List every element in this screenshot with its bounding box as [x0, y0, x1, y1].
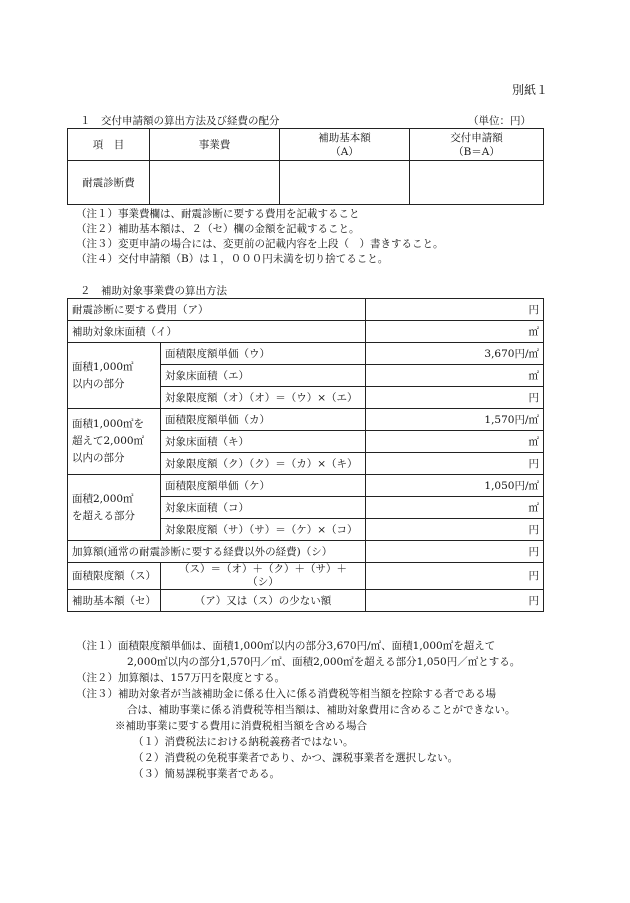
table-row	[68, 321, 544, 343]
base-amount-cell	[280, 161, 410, 205]
row-label: 対象限度額（サ）（サ）＝（ケ）×（コ）	[161, 519, 366, 541]
attachment-label: 別紙１	[512, 83, 549, 97]
section2-title: ２ 補助対象事業費の算出方法	[80, 285, 227, 297]
table-row	[68, 541, 544, 563]
row-label: 加算額(通常の耐震診断に要する経費以外の経費)（シ）	[68, 541, 366, 563]
table-row	[68, 409, 544, 431]
section2-notes	[76, 638, 556, 782]
row-label: 対象限度額（ク）（ク）＝（カ）×（キ）	[161, 453, 366, 475]
header-base-amount: 補助基本額 （A）	[280, 129, 410, 161]
header-item: 項 目	[68, 129, 150, 161]
row-formula: （ス）＝（オ）＋（ク）＋（サ）＋ （シ）	[161, 563, 366, 590]
row-label: 補助対象床面積（イ）	[68, 321, 366, 343]
row-label: 対象限度額（オ）（オ）＝（ウ）×（エ）	[161, 387, 366, 409]
row-value: 円	[366, 453, 544, 475]
section1-notes	[76, 207, 444, 267]
header-cost: 事業費	[150, 129, 280, 161]
row-value: 1,050円/㎡	[366, 475, 544, 497]
note-3-subhead: ※補助事業に要する費用に消費税相当額を含める場合	[115, 720, 367, 732]
group-label-1000: 面積1,000㎡ 以内の部分	[68, 343, 161, 409]
note-2: （注２）補助基本額は、２（セ）欄の金額を記載すること。	[76, 223, 360, 235]
note-3-item-3: （３）簡易課税事業者である。	[133, 768, 280, 780]
row-label: 対象床面積（コ）	[161, 497, 366, 519]
note-3-cont: 合は、補助事業に係る消費税等相当額は、補助対象費用に含めることができない。	[127, 704, 516, 716]
row-value: 1,570円/㎡	[366, 409, 544, 431]
header-apply-amount: 交付申請額 （B＝A）	[410, 129, 544, 161]
section1-title: １ 交付申請額の算出方法及び経費の配分	[80, 115, 280, 127]
row-label: 面積限度額（ス）	[68, 563, 161, 590]
table-row	[68, 299, 544, 321]
row-value: 円	[366, 563, 544, 590]
row-label: 補助基本額（セ）	[68, 590, 161, 612]
application-amount-table	[67, 128, 544, 205]
apply-amount-cell	[410, 161, 544, 205]
group-label-1000-2000: 面積1,000㎡を 超えて2,000㎡ 以内の部分	[68, 409, 161, 475]
row-label: 耐震診断費	[68, 161, 150, 205]
calculation-table	[67, 298, 544, 612]
table-row	[68, 590, 544, 612]
row-value: ㎡	[366, 365, 544, 387]
note-4: （注４）交付申請額（B）は１，０００円未満を切り捨てること。	[76, 253, 389, 265]
row-value: 円	[366, 299, 544, 321]
table-row	[68, 475, 544, 497]
table-row	[68, 343, 544, 365]
row-value: 円	[366, 387, 544, 409]
note-2: （注２）加算額は、157万円を限度とする。	[76, 672, 286, 684]
row-label: 面積限度額単価（ケ）	[161, 475, 366, 497]
note-1: （注１）面積限度額単価は、面積1,000㎡以内の部分3,670円/㎡、面積1,000㎡を超えて	[76, 640, 496, 652]
note-3: （注３）補助対象者が当該補助金に係る仕入に係る消費税等相当額を控除する者である場	[76, 688, 496, 700]
table-row	[68, 161, 544, 205]
row-label: 面積限度額単価（カ）	[161, 409, 366, 431]
row-value: 円	[366, 541, 544, 563]
header-row	[68, 129, 544, 161]
row-value: 3,670円/㎡	[366, 343, 544, 365]
note-1-cont: 2,000㎡以内の部分1,570円／㎡、面積2,000㎡を超える部分1,050円／㎡とする。	[127, 656, 521, 668]
cost-cell	[150, 161, 280, 205]
row-value: ㎡	[366, 431, 544, 453]
group-label-over-2000: 面積2,000㎡ を超える部分	[68, 475, 161, 541]
note-3-item-1: （１）消費税法における納税義務者ではない。	[133, 736, 354, 748]
row-label: 面積限度額単価（ウ）	[161, 343, 366, 365]
table-row	[68, 563, 544, 590]
row-label: 対象床面積（エ）	[161, 365, 366, 387]
row-value: ㎡	[366, 321, 544, 343]
note-3: （注３）変更申請の場合には、変更前の記載内容を上段（ ）書きすること。	[76, 238, 444, 250]
row-formula: （ア）又は（ス）の少ない額	[161, 590, 366, 612]
row-label: 対象床面積（キ）	[161, 431, 366, 453]
note-3-item-2: （２）消費税の免税事業者であり、かつ、課税事業者を選択しない。	[133, 752, 459, 764]
row-value: 円	[366, 519, 544, 541]
unit-label: （単位：円）	[468, 115, 531, 127]
row-value: 円	[366, 590, 544, 612]
row-label: 耐震診断に要する費用（ア）	[68, 299, 366, 321]
note-1: （注１）事業費欄は、耐震診断に要する費用を記載すること	[76, 208, 360, 220]
row-value: ㎡	[366, 497, 544, 519]
